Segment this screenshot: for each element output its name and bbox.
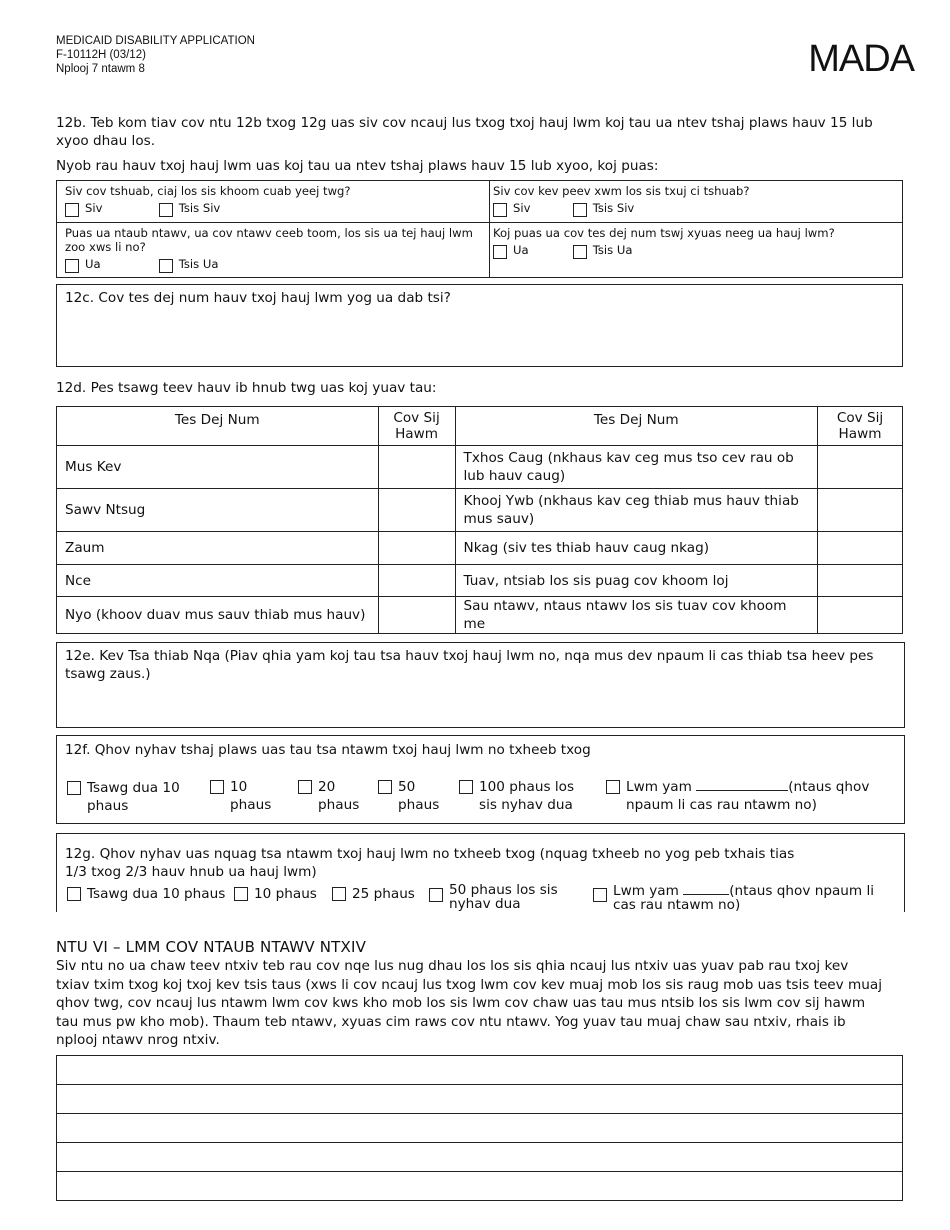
q12f-option-20[interactable]: 20 phaus <box>298 778 368 814</box>
checkbox-no[interactable]: Tsis Ua <box>573 243 633 259</box>
task-cell: Zaum <box>57 532 379 565</box>
question-text: Puas ua ntaub ntawv, ua cov ntawv ceeb toom, los sis ua tej hauj lwm zoo xws li no? <box>65 226 473 254</box>
table-row <box>57 532 903 565</box>
brand-logo: MADA <box>808 38 914 80</box>
checkbox-no[interactable]: Tsis Siv <box>159 201 221 217</box>
hours-input[interactable] <box>378 565 455 597</box>
task-cell: Mus Kev <box>57 446 379 489</box>
task-cell: Nkag (siv tes thiab hauv caug nkag) <box>455 532 818 565</box>
section-title: NTU VI – LMM COV NTAUB NTAWV NTXIV <box>56 938 367 956</box>
table-row <box>57 446 903 489</box>
checkbox-yes[interactable]: Ua <box>493 243 569 259</box>
checkbox-yes[interactable]: Ua <box>65 257 155 273</box>
checkbox-box[interactable] <box>298 780 312 794</box>
question-text: Koj puas ua cov tes dej num tswj xyuas neeg ua hauj lwm? <box>493 226 835 240</box>
question-text: Siv cov kev peev xwm los sis txuj ci tshuab? <box>493 184 750 198</box>
checkbox-box[interactable] <box>573 245 587 259</box>
q12b-item-supervise <box>493 226 898 262</box>
hours-input[interactable] <box>378 532 455 565</box>
checkbox-no[interactable]: Tsis Ua <box>159 257 219 273</box>
q12e-answer-box[interactable] <box>56 642 905 728</box>
checkbox-box[interactable] <box>459 780 473 794</box>
checkbox-no[interactable]: Tsis Siv <box>573 201 635 217</box>
checkbox-box[interactable] <box>429 888 443 902</box>
checkbox-box[interactable] <box>67 781 81 795</box>
q12b-grid <box>56 180 903 278</box>
writing-line[interactable] <box>56 1084 903 1113</box>
table-row <box>57 565 903 597</box>
checkbox-box[interactable] <box>234 887 248 901</box>
checkbox-box[interactable] <box>65 203 79 217</box>
hours-input[interactable] <box>378 446 455 489</box>
checkbox-box[interactable] <box>65 259 79 273</box>
checkbox-box[interactable] <box>378 780 392 794</box>
hours-input[interactable] <box>378 489 455 532</box>
col-header-task: Tes Dej Num <box>455 407 818 446</box>
q12f-option-100-plus[interactable]: 100 phaus los sis nyhav dua <box>459 778 584 814</box>
form-number: F-10112H (03/12) <box>56 49 146 61</box>
q12b-item-skills <box>493 184 898 220</box>
checkbox-box[interactable] <box>210 780 224 794</box>
q12f-label: 12f. Qhov nyhav tshaj plaws uas tau tsa ntawm txoj hauj lwm no txheeb txog <box>65 742 591 758</box>
checkbox-box[interactable] <box>593 888 607 902</box>
q12f-option-50[interactable]: 50 phaus <box>378 778 448 814</box>
checkbox-yes[interactable]: Siv <box>493 201 569 217</box>
checkbox-box[interactable] <box>159 259 173 273</box>
q12b-item-tools <box>65 184 485 220</box>
checkbox-box[interactable] <box>493 245 507 259</box>
checkbox-box[interactable] <box>493 203 507 217</box>
writing-line[interactable] <box>56 1113 903 1142</box>
table-header-row <box>57 407 903 446</box>
writing-line[interactable] <box>56 1055 903 1084</box>
hours-input[interactable] <box>818 446 903 489</box>
q12f-option-under-10[interactable]: Tsawg dua 10 phaus <box>67 779 187 815</box>
q12f-option-other[interactable]: Lwm yam (ntaus qhov npaum li cas rau ntawm no) <box>606 778 896 814</box>
hours-input[interactable] <box>378 597 455 634</box>
checkbox-box[interactable] <box>606 780 620 794</box>
q12d-label: 12d. Pes tsawg teev hauv ib hnub twg uas koj yuav tau: <box>56 380 437 396</box>
task-cell: Sau ntawv, ntaus ntawv los sis tuav cov khoom me <box>455 597 818 634</box>
hours-input[interactable] <box>818 532 903 565</box>
table-row <box>57 489 903 532</box>
q12g-option-10[interactable]: 10 phaus <box>234 885 317 903</box>
writing-line[interactable] <box>56 1142 903 1171</box>
q12g-option-under-10[interactable]: Tsawg dua 10 phaus <box>67 885 225 903</box>
q12g-option-25[interactable]: 25 phaus <box>332 885 415 903</box>
q12b-lead: Nyob rau hauv txoj hauj lwm uas koj tau ua ntev tshaj plaws hauv 15 lub xyoo, koj puas: <box>56 158 659 174</box>
grid-divider <box>57 222 902 223</box>
page-number: Nplooj 7 ntawm 8 <box>56 63 145 75</box>
grid-divider <box>489 181 490 277</box>
task-cell: Txhos Caug (nkhaus kav ceg mus tso cev rau ob lub hauv caug) <box>455 446 818 489</box>
checkbox-yes[interactable]: Siv <box>65 201 155 217</box>
task-cell: Nyo (khoov duav mus sauv thiab mus hauv) <box>57 597 379 634</box>
form-title: MEDICAID DISABILITY APPLICATION <box>56 35 255 47</box>
col-header-hours: Cov Sij Hawm <box>378 407 455 446</box>
checkbox-box[interactable] <box>67 887 81 901</box>
checkbox-box[interactable] <box>332 887 346 901</box>
other-amount-field[interactable] <box>683 883 729 895</box>
section-body: Siv ntu no ua chaw teev ntxiv teb rau cov nqe lus nug dhau los los sis qhia ncauj lus ntxiv uas yuav pab rau txoj kev txiav txim txog koj txoj kev tsis taus (xws li cov ncauj lus txog lwm cov kev muaj mob los sis raug mob uas tsis teev muaj qhov twg, cov ncauj lus ntawm lwm cov kws kho mob los sis lwm cov chaw uas tau mus ntsib los sis lwm cov sij hawm tau mus pw kho mob). Thaum teb ntawv, xyuas cim raws cov ntu ntawv. Yog yuav tau muaj chaw sau ntxiv, rhais ib nplooj ntawv nrog ntxiv. <box>56 958 883 1048</box>
q12b-item-reports <box>65 226 485 276</box>
task-cell: Tuav, ntsiab los sis puag cov khoom loj <box>455 565 818 597</box>
q12g-option-50-plus[interactable]: 50 phaus los sis nyhav dua <box>429 883 579 911</box>
task-cell: Khooj Ywb (nkhaus kav ceg thiab mus hauv thiab mus sauv) <box>455 489 818 532</box>
task-cell: Sawv Ntsug <box>57 489 379 532</box>
other-amount-field[interactable] <box>696 779 788 791</box>
table-row <box>57 597 903 634</box>
col-header-task: Tes Dej Num <box>57 407 379 446</box>
q12c-label: 12c. Cov tes dej num hauv txoj hauj lwm yog ua dab tsi? <box>65 290 451 306</box>
checkbox-box[interactable] <box>573 203 587 217</box>
q12f-box <box>56 735 905 824</box>
writing-line[interactable] <box>56 1171 903 1201</box>
q12g-option-other[interactable]: Lwm yam (ntaus qhov npaum li cas rau ntawm no) <box>593 883 883 912</box>
hours-input[interactable] <box>818 489 903 532</box>
q12d-table <box>56 406 903 634</box>
col-header-hours: Cov Sij Hawm <box>818 407 903 446</box>
q12g-label: 12g. Qhov nyhav uas nquag tsa ntawm txoj hauj lwm no txheeb txog (nquag txheeb no yog peb txhais tias 1/3 txog 2/3 hauv hnub ua hauj lwm) <box>65 846 795 880</box>
q12c-answer-box[interactable] <box>56 284 903 367</box>
q12g-box <box>56 833 905 912</box>
q12f-option-10[interactable]: 10 phaus <box>210 778 280 814</box>
q12b-intro: 12b. Teb kom tiav cov ntu 12b txog 12g uas siv cov ncauj lus txog txoj hauj lwm koj tau ua ntev tshaj plaws hauv 15 lub xyoo dhau los. <box>56 115 873 149</box>
hours-input[interactable] <box>818 565 903 597</box>
q12e-label: 12e. Kev Tsa thiab Nqa (Piav qhia yam koj tau tsa hauv txoj hauj lwm no, nqa mus dev npaum li cas thiab tsa heev pes tsawg zaus.) <box>65 648 874 682</box>
task-cell: Nce <box>57 565 379 597</box>
question-text: Siv cov tshuab, ciaj los sis khoom cuab yeej twg? <box>65 184 351 198</box>
checkbox-box[interactable] <box>159 203 173 217</box>
hours-input[interactable] <box>818 597 903 634</box>
